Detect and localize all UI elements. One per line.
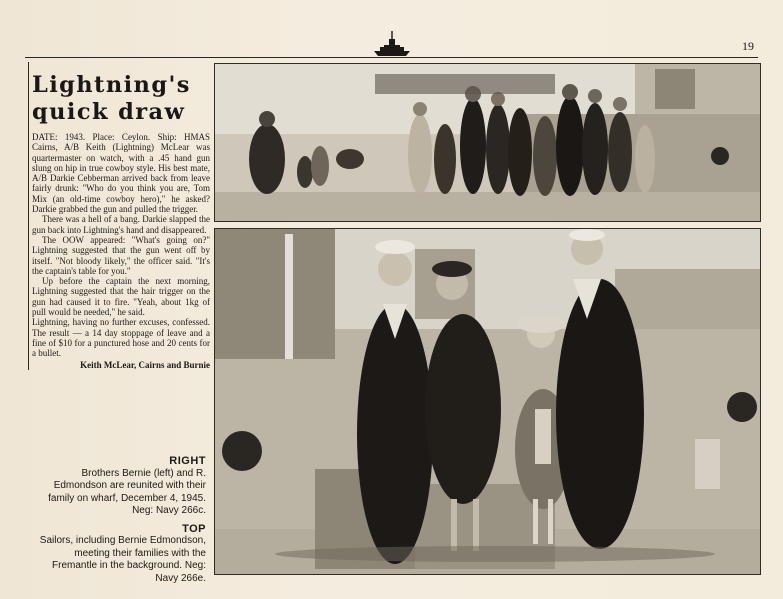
photo-captions [28, 455, 206, 590]
photo-top-wharf-crowd [214, 63, 761, 222]
article-paragraph: Up before the captain the next morning, Lightning suggested that the hair trigger on the gun had caused it to fire. "Yeah, about 1kg of pull would be needed," he said. [32, 276, 210, 318]
article-headline [32, 72, 210, 126]
article-paragraph: There was a hell of a bang. Darkie slapped the gun back into Lightning's hand and disappeared. [32, 214, 210, 235]
article-byline: Keith McLear, Cairns and Burnie [80, 359, 210, 370]
photo-bottom-family-on-wharf [214, 228, 761, 575]
caption-top-label: TOP [182, 522, 206, 535]
article-paragraph: DATE: 1943. Place: Ceylon. Ship: HMAS Cairns, A/B Keith (Lightning) McLear was quartermaster on watch, with a .45 hand gun slung on hip in true cowboy style. His best mate, A/B Darkie Cebberman arrived back from leave fairly drunk: "Who do you think you are, Tom Mix (an old-time cowboy hero)," he asked? Darkie grabbed the gun and pulled the trigger. [32, 132, 210, 215]
caption-right-label: RIGHT [169, 455, 206, 467]
article-paragraph: Lightning, having no further excuses, confessed. The result — a 14 day stoppage of leave and a fine of $10 for a punctured hose and 20 cents for a bullet. [32, 317, 210, 359]
article-paragraph: The OOW appeared: "What's going on?" Lightning suggested that the gun went off by itself. "Not bloody likely," the officer said. "It's the captain's table for you." [32, 234, 210, 276]
ship-logo-icon [372, 30, 412, 58]
caption-top-text: Sailors, including Bernie Edmondson, meeting their families with the Fremantle in the background. Neg: Navy 266e. [39, 535, 206, 584]
caption-right-text: Brothers Bernie (left) and R. Edmondson are reunited with their family on wharf, December 4, 1945. Neg: Navy 266c. [48, 467, 206, 516]
headline-line-2: quick draw [32, 99, 186, 125]
article-column [28, 62, 210, 370]
article-body [32, 132, 210, 359]
headline-line-1: Lightning's [32, 72, 191, 98]
header-rule [25, 57, 758, 58]
photo-bottom-image [215, 229, 760, 574]
page-number: 19 [742, 39, 754, 53]
photo-top-image [215, 64, 760, 221]
